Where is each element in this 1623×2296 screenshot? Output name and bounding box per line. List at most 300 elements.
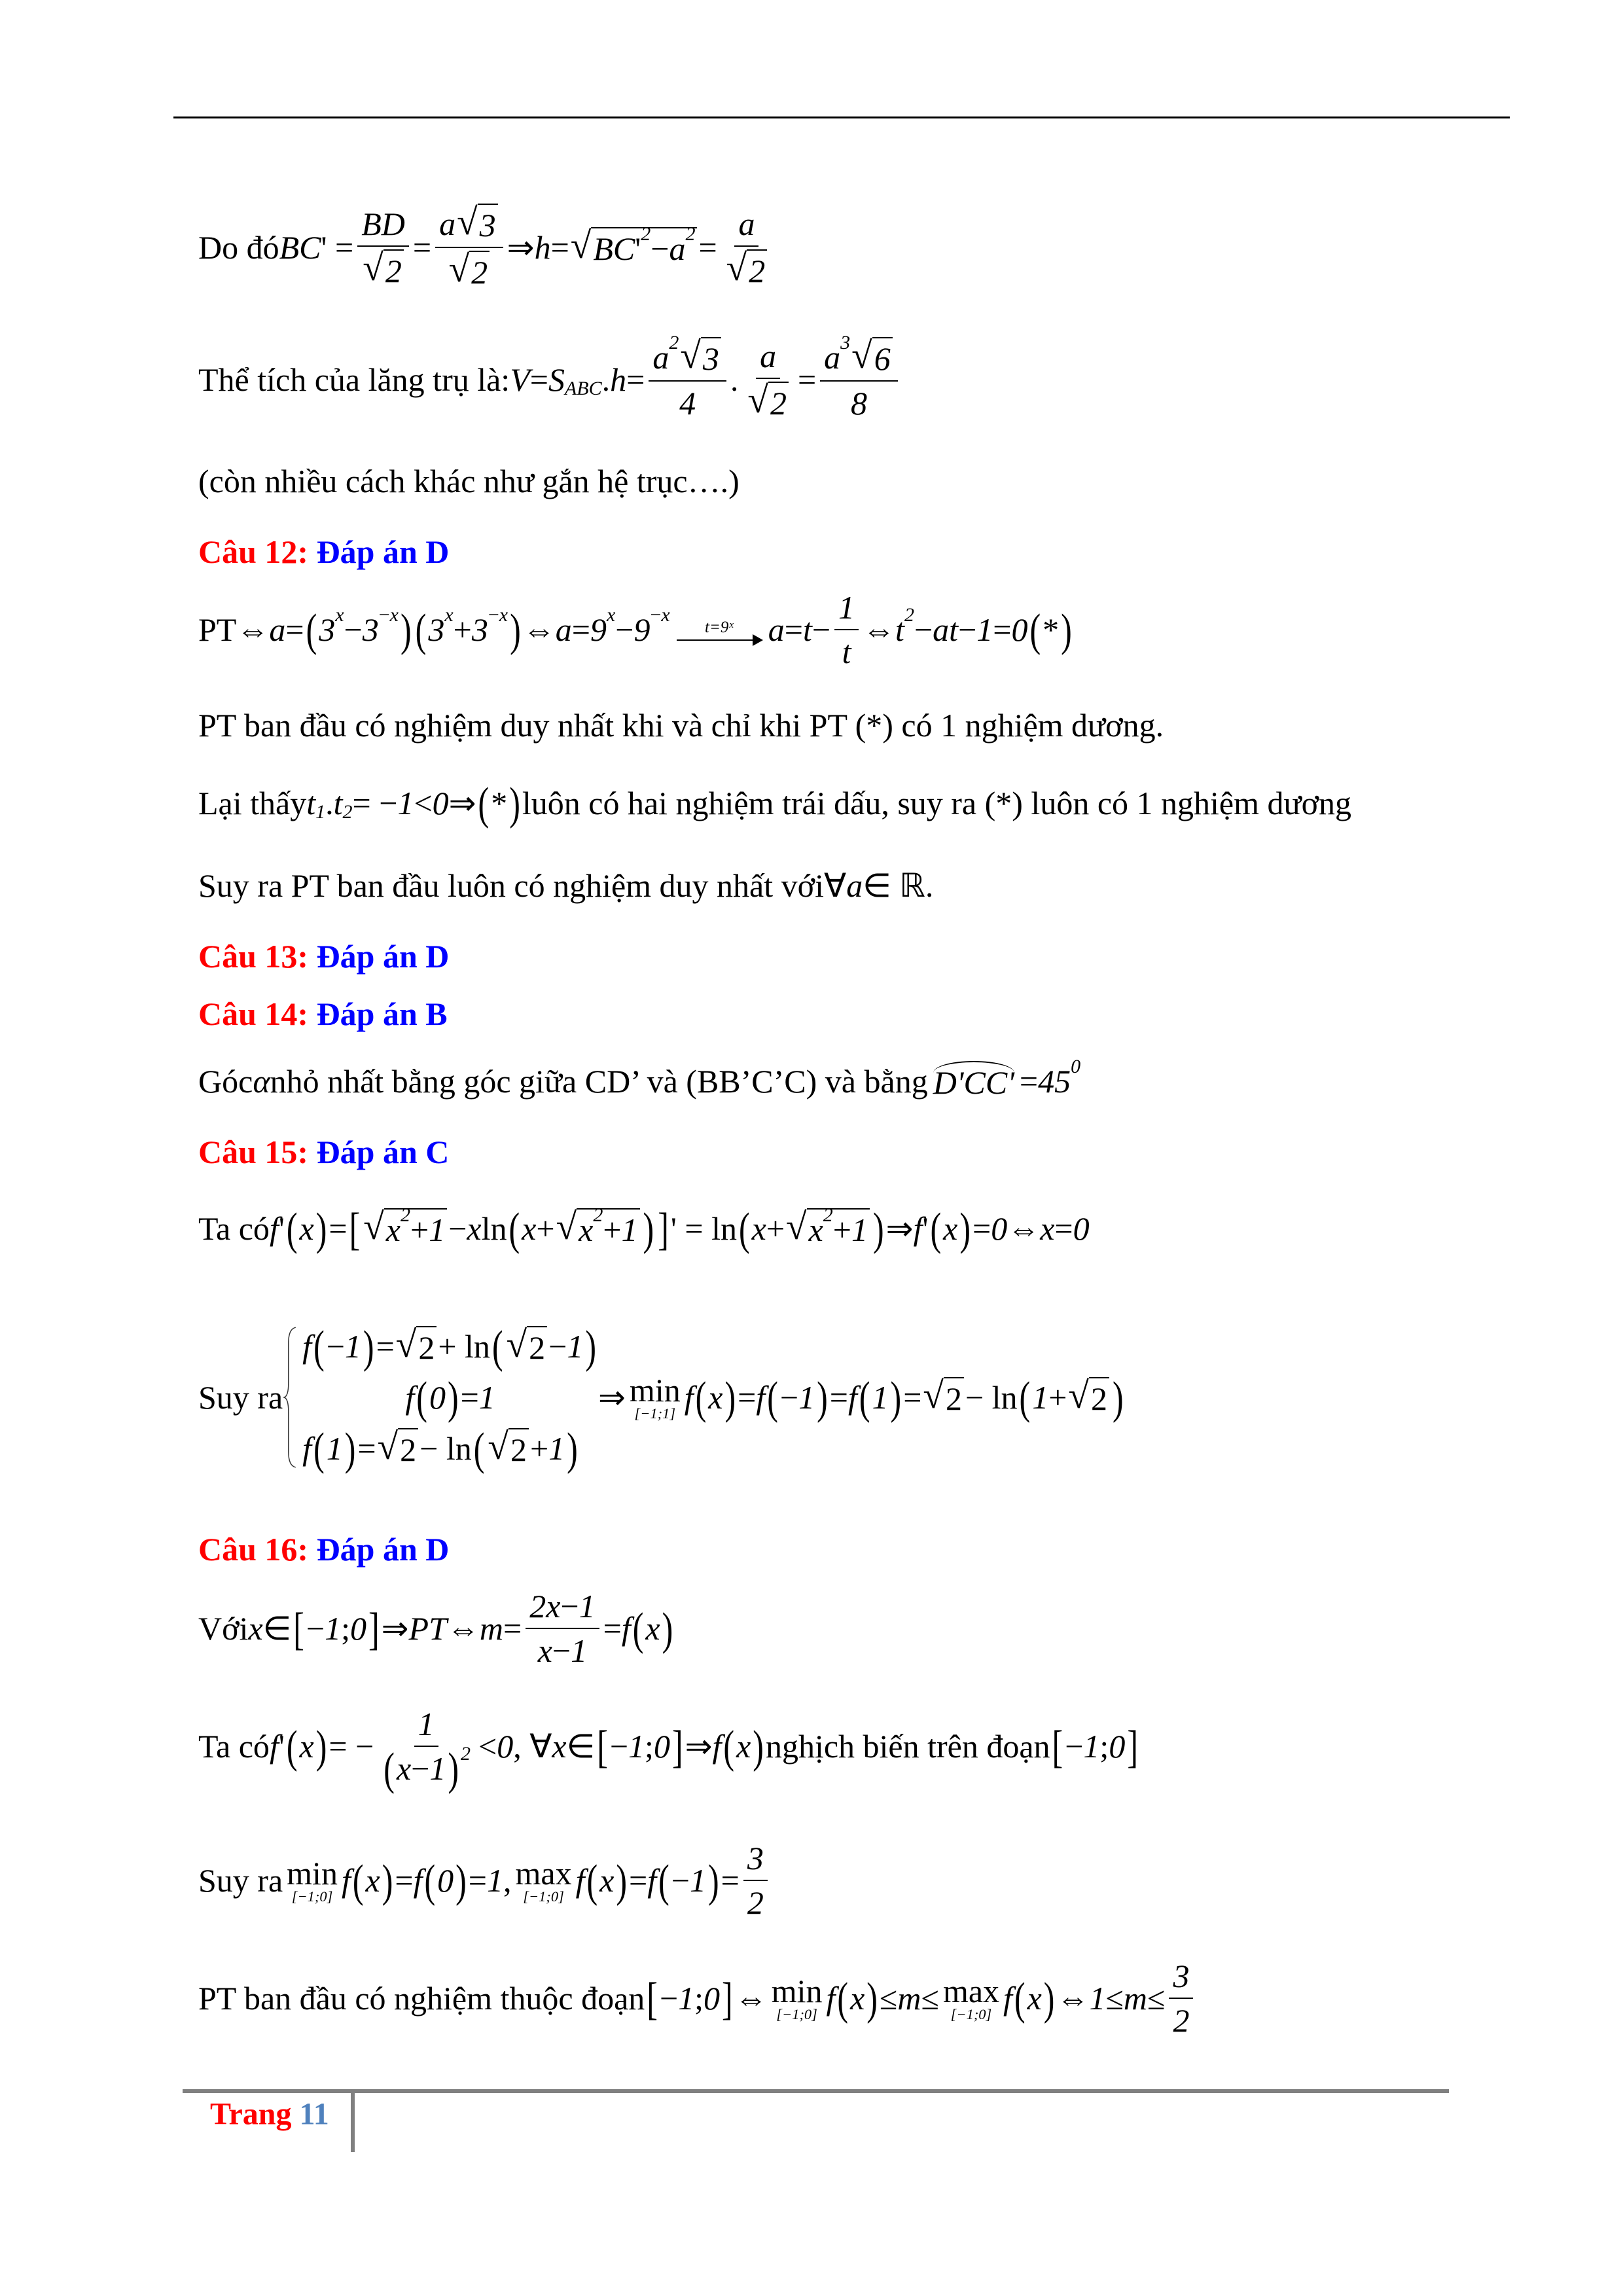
- math-symbol: 1: [621, 1211, 638, 1248]
- math-group: [319, 603, 399, 649]
- parenthesized: [382, 1742, 461, 1795]
- operator-domain: [−1;0]: [950, 2005, 992, 2022]
- text: ≤: [879, 1980, 898, 2017]
- denominator: [721, 247, 773, 290]
- open-delimiter: (: [723, 1720, 735, 1772]
- close-delimiter: ): [315, 1720, 327, 1772]
- text: ' =: [321, 229, 354, 266]
- superscript: [1071, 1056, 1080, 1078]
- text: ;: [694, 1980, 704, 2017]
- question-number: Câu 16:: [198, 1531, 309, 1568]
- radicand: [577, 1204, 639, 1249]
- text: , ∀: [513, 1728, 552, 1765]
- parenthesized: [737, 1202, 886, 1255]
- close-delimiter: ]: [368, 1602, 380, 1655]
- footer-rule: [183, 2089, 1449, 2093]
- math-group: [593, 1204, 603, 1227]
- math-group: [439, 204, 499, 244]
- radical-sign-icon: √: [506, 1324, 527, 1365]
- min-max-operator: [515, 1854, 572, 1905]
- text: PT ban đầu có nghiệm thuộc đoạn: [198, 1980, 645, 2017]
- parenthesized: [595, 1720, 685, 1772]
- open-delimiter: (: [383, 1742, 395, 1795]
- math-symbol: f: [413, 1862, 423, 1899]
- radical-sign-icon: √: [488, 1426, 508, 1467]
- math-symbol: 1: [429, 1750, 446, 1787]
- math-symbol: 1: [1032, 1379, 1049, 1416]
- superscript: [593, 1204, 603, 1227]
- math-symbol: 1: [628, 1728, 645, 1765]
- page-number: 11: [299, 2096, 329, 2132]
- close-delimiter: ): [817, 1371, 828, 1424]
- open-delimiter: (: [286, 1720, 298, 1772]
- math-group: [851, 384, 867, 422]
- math-symbol: x: [444, 603, 454, 626]
- math-symbol: a: [269, 611, 286, 648]
- denominator: [378, 1742, 474, 1795]
- parenthesized: [291, 1602, 381, 1655]
- math-group: [335, 604, 344, 626]
- parenthesized: [507, 1202, 656, 1255]
- min-max-operator: [771, 1972, 823, 2022]
- close-delimiter: ): [447, 1371, 459, 1424]
- math-group: [397, 1749, 446, 1787]
- math-symbol: a: [652, 339, 669, 376]
- text: ∈: [262, 1610, 292, 1647]
- answer-heading: [198, 1133, 449, 1171]
- parenthesized: [414, 1371, 460, 1424]
- text: [308, 533, 317, 571]
- math-symbol: 1: [326, 1430, 343, 1467]
- parenthesized: [1050, 1720, 1140, 1772]
- math-symbol: x: [499, 603, 508, 626]
- text: =: [503, 1610, 522, 1647]
- math-symbol: f: [405, 1379, 415, 1416]
- text: .: [730, 361, 739, 398]
- math-symbol: x: [467, 1210, 482, 1247]
- math-group: [747, 1839, 764, 1877]
- text-line: [198, 331, 902, 422]
- close-delimiter: ): [1043, 1972, 1055, 2024]
- parenthesized: [765, 1371, 830, 1424]
- radicand: [527, 1326, 547, 1367]
- parenthesized: [476, 777, 522, 829]
- parenthesized: [721, 1720, 766, 1772]
- parenthesized: [928, 1202, 972, 1255]
- math-group: [823, 1204, 833, 1227]
- math-group: [708, 1378, 722, 1416]
- math-group: [610, 1727, 670, 1765]
- math-symbol: x: [808, 1211, 823, 1248]
- math-symbol: 1: [344, 1328, 361, 1365]
- math-group: [418, 1329, 435, 1367]
- text: luôn có hai nghiệm trái dấu, suy ra (*) luôn có 1 nghiệm dương: [522, 785, 1352, 821]
- footer-label: Trang: [210, 2096, 292, 2132]
- text: ⇒: [381, 1610, 409, 1647]
- math-symbol: x: [850, 1980, 865, 2017]
- superscript: [823, 1204, 833, 1227]
- text: =: [376, 1328, 395, 1365]
- superscript: [461, 1743, 471, 1765]
- fraction: [649, 331, 726, 422]
- math-symbol: 1: [315, 800, 326, 823]
- fraction: [820, 331, 898, 422]
- text: .: [601, 361, 611, 398]
- text: ⇔: [522, 611, 556, 648]
- parenthesized: [312, 1422, 357, 1475]
- open-delimiter: (: [416, 1371, 427, 1424]
- math-symbol: 1: [571, 1632, 588, 1669]
- text: =: [721, 1862, 740, 1899]
- text-line: [198, 1705, 1140, 1795]
- text: =: [329, 1210, 348, 1247]
- system-row: [302, 1371, 598, 1424]
- math-symbol: f: [756, 1379, 766, 1416]
- math-group: [703, 340, 719, 378]
- math-symbol: 0: [1071, 1055, 1081, 1077]
- radical-sign-icon: √: [457, 202, 478, 243]
- math-group: [1027, 1979, 1042, 2017]
- math-group: [302, 1320, 598, 1372]
- text-line: [198, 867, 933, 905]
- square-root: [1068, 1377, 1109, 1418]
- math-group: [428, 603, 508, 649]
- text: +: [536, 1210, 555, 1247]
- text: −: [671, 1862, 690, 1899]
- text: ⇒: [507, 229, 535, 266]
- question-number: Câu 15:: [198, 1134, 309, 1170]
- math-group: [838, 588, 855, 626]
- math-symbol: x: [522, 1210, 537, 1247]
- text: ': [922, 1210, 929, 1247]
- open-delimiter: [: [647, 1972, 658, 2024]
- math-group: [780, 1378, 815, 1416]
- square-root: [449, 251, 490, 291]
- radicand: [383, 249, 404, 290]
- parenthesized: [645, 1972, 734, 2024]
- math-group: [505, 1326, 584, 1367]
- close-delimiter: ): [873, 1202, 884, 1255]
- numerator: [526, 1587, 599, 1629]
- math-group: [840, 332, 850, 354]
- math-symbol: 0: [653, 1728, 670, 1765]
- parenthesized: [694, 1371, 738, 1424]
- math-group: [343, 801, 353, 823]
- parenthesized: [304, 603, 414, 656]
- parenthesized: [585, 1854, 630, 1907]
- math-group: [660, 1979, 720, 2017]
- radical-sign-icon: √: [377, 1426, 399, 1467]
- numerator: [734, 205, 758, 247]
- math-group: [366, 1861, 380, 1899]
- math-symbol: 2: [904, 603, 914, 626]
- math-symbol: h: [610, 361, 627, 398]
- text: ln: [481, 1210, 507, 1247]
- text: =: [357, 1430, 376, 1467]
- text: Do đó: [198, 229, 279, 266]
- long-arrow-icon: [677, 639, 762, 641]
- math-symbol: 0: [432, 785, 449, 821]
- radical-sign-icon: √: [363, 247, 383, 289]
- radical-sign-icon: √: [395, 1324, 417, 1365]
- close-delimiter: ): [643, 1202, 654, 1255]
- open-delimiter: (: [508, 1202, 520, 1255]
- radical-sign-icon: √: [556, 1206, 577, 1247]
- open-delimiter: (: [424, 1854, 436, 1907]
- math-group: [824, 331, 894, 378]
- math-symbol: PT: [408, 1610, 447, 1647]
- text: −: [488, 603, 499, 626]
- text: PT: [198, 611, 237, 648]
- math-symbol: 2: [461, 1742, 471, 1765]
- math-symbol: 3: [362, 611, 379, 648]
- superscript: [488, 604, 508, 626]
- operator-domain: [−1;0]: [291, 1888, 333, 1905]
- math-symbol: 1: [579, 1588, 596, 1624]
- math-symbol: 2: [770, 385, 787, 422]
- text: .: [325, 785, 334, 821]
- math-symbol: at: [933, 611, 959, 648]
- text-line: [198, 1202, 1090, 1255]
- parenthesized: [285, 1720, 329, 1772]
- text: −: [344, 611, 363, 648]
- math-symbol: 1: [678, 1980, 695, 2017]
- denominator: [838, 630, 855, 671]
- header-rule: [173, 117, 1510, 118]
- math-group: [738, 205, 755, 243]
- math-symbol: 1: [429, 1211, 446, 1248]
- arrow-label: t=9ˣ: [705, 618, 734, 636]
- radicand: [384, 1204, 447, 1249]
- radicand: [944, 1377, 964, 1418]
- text: 2: [400, 1431, 417, 1468]
- text: −: [958, 611, 977, 648]
- numerator: [820, 331, 898, 382]
- parenthesized: [1027, 603, 1073, 656]
- text: <: [478, 1728, 497, 1765]
- text: ': [278, 1210, 285, 1247]
- text: =: [797, 361, 817, 398]
- square-root: [507, 1326, 548, 1367]
- radicand: [701, 337, 721, 378]
- square-root: [923, 1377, 964, 1418]
- text: ⇒: [448, 785, 476, 821]
- text-line: [198, 1320, 1126, 1475]
- text: =: [412, 229, 432, 266]
- math-group: [510, 1431, 527, 1469]
- text: −: [552, 1632, 571, 1669]
- open-delimiter: (: [1019, 1371, 1031, 1424]
- close-delimiter: ): [724, 1371, 736, 1424]
- parenthesized: [285, 1202, 329, 1255]
- math-group: [736, 1727, 751, 1765]
- square-root: [570, 223, 698, 268]
- square-root: [378, 1428, 419, 1469]
- math-symbol: a: [555, 611, 572, 648]
- close-delimiter: ]: [658, 1202, 669, 1255]
- square-root: [786, 1204, 870, 1249]
- text: ⇒: [598, 1379, 626, 1416]
- math-group: [1173, 2001, 1189, 2039]
- math-symbol: 0: [704, 1980, 721, 2017]
- close-delimiter: ): [510, 603, 521, 656]
- close-delimiter: ): [866, 1972, 878, 2024]
- text: +: [453, 611, 472, 648]
- math-group: [645, 1609, 660, 1647]
- math-group: [488, 604, 508, 626]
- math-symbol: x: [299, 1210, 314, 1247]
- question-number: Câu 14:: [198, 996, 309, 1032]
- text-line: [198, 204, 776, 291]
- math-symbol: x: [645, 1610, 660, 1647]
- close-delimiter: ): [662, 1602, 673, 1655]
- text: Góc: [198, 1063, 253, 1100]
- close-delimiter: ): [707, 1854, 719, 1907]
- text: −: [812, 611, 831, 648]
- question-number: Câu 12:: [198, 533, 309, 570]
- text: =: [829, 1379, 848, 1416]
- numerator: [357, 205, 409, 247]
- math-group: [872, 1378, 889, 1416]
- math-symbol: ABC: [564, 377, 602, 399]
- close-delimiter: ): [567, 1422, 578, 1475]
- text: =: [629, 1862, 648, 1899]
- text: −: [659, 1980, 679, 2017]
- text: *: [1043, 611, 1060, 648]
- math-symbol: 2: [669, 331, 679, 353]
- math-group: [770, 384, 787, 422]
- math-group: [652, 331, 722, 378]
- math-symbol: 0: [1011, 611, 1028, 648]
- text: =: [1019, 1063, 1039, 1100]
- math-symbol: 1: [689, 1862, 706, 1899]
- text: ≤: [921, 1980, 939, 2017]
- open-delimiter: (: [286, 1202, 298, 1255]
- math-symbol: f: [847, 1379, 857, 1416]
- text: +: [832, 1211, 851, 1248]
- radical-sign-icon: √: [726, 247, 747, 289]
- parenthesized: [312, 1320, 376, 1372]
- text: ⇒: [685, 1728, 713, 1765]
- radical-sign-icon: √: [851, 335, 872, 376]
- math-group: [579, 1204, 638, 1249]
- text: ;: [341, 1610, 350, 1647]
- answer-heading: [198, 937, 449, 975]
- text-line: [198, 462, 740, 500]
- text: −: [779, 1379, 799, 1416]
- math-symbol: t: [333, 785, 343, 821]
- math-symbol: f: [341, 1862, 351, 1899]
- denominator: [534, 1629, 591, 1670]
- text: ∈: [566, 1728, 596, 1765]
- open-delimiter: (: [859, 1371, 870, 1424]
- math-symbol: x: [736, 1728, 751, 1765]
- math-symbol: m: [897, 1980, 921, 2017]
- fraction: [378, 1705, 474, 1795]
- math-symbol: 0: [991, 1210, 1008, 1247]
- text: ≤: [1105, 1980, 1124, 2017]
- math-symbol: f: [1003, 1980, 1012, 2017]
- math-symbol: 2: [747, 1884, 764, 1921]
- square-root: [747, 382, 789, 422]
- open-delimiter: (: [352, 1854, 364, 1907]
- math-group: [1173, 1957, 1189, 1995]
- math-group: [491, 784, 507, 822]
- text: [308, 1530, 317, 1568]
- parenthesized: [490, 1320, 598, 1372]
- parenthesized: [835, 1972, 880, 2024]
- fraction: [743, 1839, 768, 1922]
- superscript: [607, 604, 615, 626]
- answer-label: Đáp án C: [316, 1134, 450, 1170]
- radical-sign-icon: √: [680, 335, 701, 376]
- text: +: [529, 1430, 549, 1467]
- text: =: [993, 611, 1012, 648]
- math-symbol: 1: [1083, 1728, 1100, 1765]
- math-symbol: t: [306, 785, 316, 821]
- min-max-operator: [629, 1371, 681, 1422]
- math-symbol: 9: [590, 611, 607, 648]
- denominator: [743, 1881, 768, 1922]
- math-symbol: x: [599, 1862, 615, 1899]
- math-symbol: 1: [397, 785, 414, 821]
- math-symbol: x: [396, 1750, 412, 1787]
- math-group: [385, 1204, 446, 1249]
- text: −: [306, 1610, 325, 1647]
- open-delimiter: [: [349, 1202, 361, 1255]
- text: 2: [945, 1380, 962, 1417]
- math-group: [444, 604, 453, 626]
- operator-name: min: [287, 1854, 338, 1892]
- radical-sign-icon: √: [448, 249, 470, 290]
- math-symbol: x: [335, 603, 344, 626]
- denominator: [675, 382, 700, 422]
- text: +: [603, 1211, 622, 1248]
- radicand: [747, 249, 767, 290]
- denominator: [357, 247, 409, 290]
- superscript: [641, 223, 651, 245]
- math-symbol: a: [738, 206, 755, 242]
- fraction: [721, 205, 773, 290]
- radicand: [872, 337, 893, 378]
- math-symbol: x: [1040, 1210, 1055, 1247]
- math-symbol: 2: [593, 1204, 603, 1226]
- math-symbol: α: [253, 1063, 270, 1100]
- text: 2: [510, 1431, 527, 1468]
- text: =: [571, 611, 590, 648]
- math-symbol: 3: [428, 611, 445, 648]
- close-delimiter: ): [616, 1854, 628, 1907]
- text: 2: [529, 1329, 546, 1366]
- math-symbol: 8: [850, 385, 867, 422]
- math-group: [437, 1861, 454, 1899]
- radicand: [1089, 1377, 1109, 1418]
- text-line: [198, 777, 1352, 829]
- math-symbol: f: [575, 1862, 585, 1899]
- numerator: [834, 588, 859, 630]
- math-symbol: 1: [478, 1379, 495, 1416]
- page-footer: [210, 2096, 329, 2132]
- text: ⇔: [1056, 1980, 1090, 2017]
- system-row: [302, 1422, 598, 1475]
- close-delimiter: ): [315, 1202, 327, 1255]
- text: = −: [329, 1728, 374, 1765]
- numerator: [414, 1705, 438, 1747]
- close-delimiter: ): [585, 1320, 597, 1372]
- text: ⇔: [446, 1610, 480, 1647]
- text-line: [198, 1055, 1081, 1102]
- math-symbol: 1: [851, 1211, 868, 1248]
